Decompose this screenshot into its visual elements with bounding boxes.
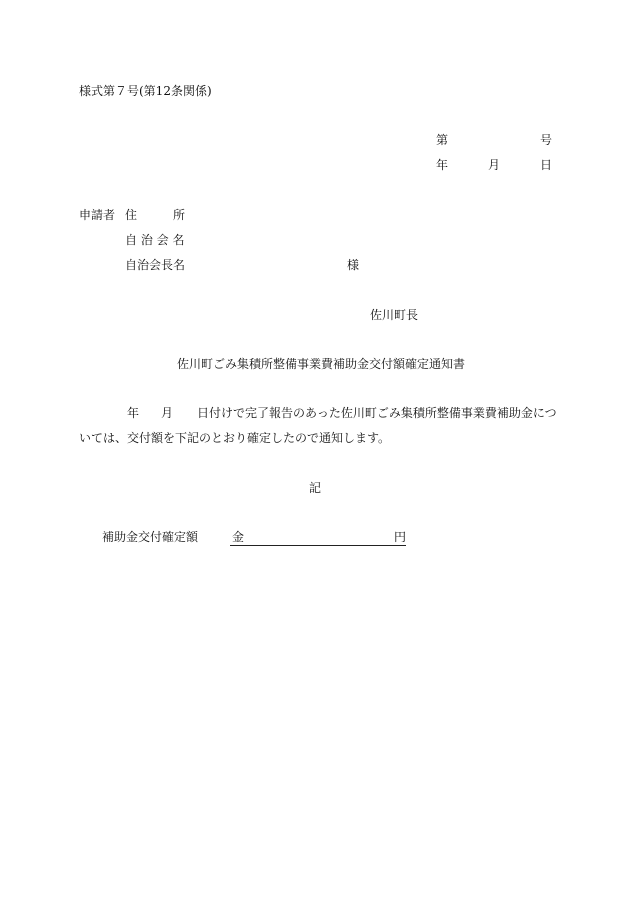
body-year: 年 <box>127 406 140 420</box>
body-line-2: いては、交付額を下記のとおり確定したので通知します。 <box>79 431 391 445</box>
amount-label: 補助金交付確定額 <box>102 530 199 544</box>
doc-number-suffix: 号 <box>540 133 553 147</box>
amount-suffix: 円 <box>394 530 407 544</box>
amount-prefix: 金 <box>232 530 245 544</box>
association-name-label: 自 治 会 名 <box>125 233 185 247</box>
body-line-1: 日付けで完了報告のあった佐川町ごみ集積所整備事業費補助金につ <box>197 406 557 420</box>
record-label: 記 <box>309 481 322 495</box>
date-month: 月 <box>488 158 501 172</box>
address-label: 住 所 <box>125 208 186 222</box>
issuer-name: 佐川町長 <box>370 308 419 322</box>
chairman-name-label: 自治会長名 <box>125 258 186 272</box>
honorific-sama: 様 <box>347 258 360 272</box>
form-number-label: 様式第７号(第12条関係) <box>79 84 212 98</box>
applicant-heading: 申請者 <box>79 208 116 222</box>
amount-underline <box>230 545 406 546</box>
doc-number-prefix: 第 <box>436 133 449 147</box>
date-year: 年 <box>436 158 449 172</box>
document-title: 佐川町ごみ集積所整備事業費補助金交付額確定通知書 <box>177 357 466 371</box>
date-day: 日 <box>540 158 553 172</box>
body-month: 月 <box>161 406 174 420</box>
